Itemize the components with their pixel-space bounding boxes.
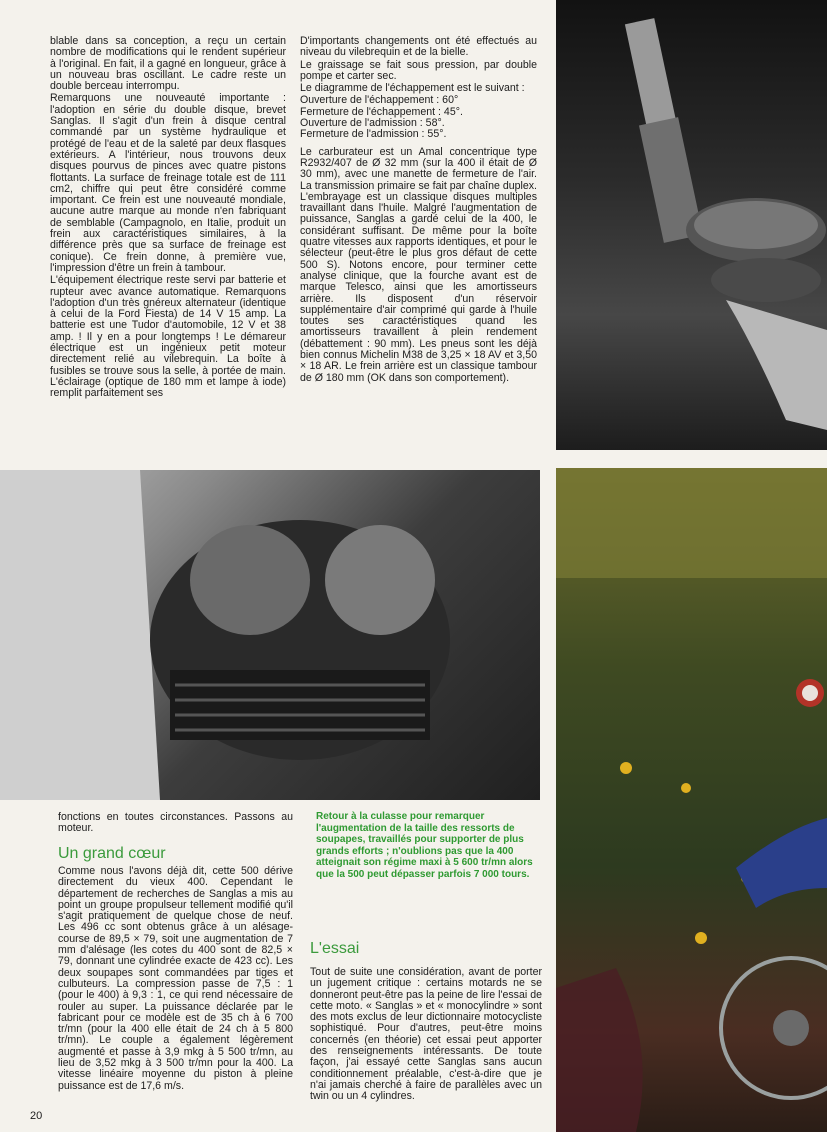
paragraph: Comme nous l'avons déjà dit, cette 500 dérive directement du vieux 400. Cependant le département de recherches de Sanglas a mis au point un groupe propulseur tellement modifié qu'il s'agit pratiquement de quelque chose de neuf. Les 496 cc sont obtenus grâce à un alésage-course de 89,5 × 79, soit une augmentation de 7 mm d'alésage (les cotes du 400 sont de 82,5 × 79, donnant une cylindrée exacte de 423 cc). Les deux soupapes sont commandées par tiges et culbuteurs. La compression passe de 7,5 : 1 (pour le 400) à 9,3 : 1, ce qui rend nécessaire de rouler au super. La puissance déclarée par le fabricant pour ce modèle est de 35 ch à 6 700 tr/mn (pour la 400 elle était de 24 ch à 5 800 tr/mn). Le couple a également légèrement augmenté et passe à 3,9 mkg à 5 500 tr/mn, au lieu de 3,52 mkg à 3 500 tr/mn pour la 400. La vitesse linéaire moyenne du piston à pleine puissance est de 17,6 m/s.	[58, 865, 293, 1092]
section-heading-un-grand-coeur: Un grand cœur	[58, 845, 166, 862]
article-column-2	[300, 36, 537, 385]
paragraph: Tout de suite une considération, avant de porter un jugement critique : certains motards ne se donneront peut-être pas la peine de lire l'essai de cette moto. « Sanglas » et « monocylindre » sont des mots exclus de leur dictionnaire motocycliste sophistiqué. Pour d'autres, peut-être moins concernés (en théorie) cet essai peut apporter des renseignements intéressants. De toute façon, j'ai essayé cette Sanglas sans aucun conditionnement préalable, c'est-à-dire que je n'ai jamais cherché à faire de parallèles avec un twin ou un 4 cylindres.	[310, 966, 542, 1103]
diagram-line: Ouverture de l'admission : 58°.	[300, 117, 445, 130]
article-column-4	[310, 967, 542, 1104]
article-column-3	[58, 812, 293, 836]
paragraph: blable dans sa conception, a reçu un certain nombre de modifications qui le rendent supérieur à l'original. En fait, il a gagné en longueur, grâce à un nouveau bras oscillant. Le cadre reste un double berceau interrompu.	[50, 35, 286, 93]
photo-cylinder-head	[0, 470, 540, 800]
article-column-3-body	[58, 866, 293, 1093]
paragraph: L'équipement électrique reste servi par batterie et rupteur avec avance automatique. Remarquons l'adoption d'un très gnéreux alternateur (identique à celui de la Ford Fiesta) de 14 V 15 amp. La batterie est une Tudor d'automobile, 12 V et 38 amp. ! Il y en a pour longtemps ! Le démareur électrique est un ingénieux petit moteur directement relié au vilebrequin. La boîte à fusibles se trouve sous la selle, à portée de main. L'éclairage (optique de 180 mm et lampe à iode) remplit parfaitement ses	[50, 274, 286, 400]
paragraph: Le graissage se fait sous pression, par double pompe et carter sec.	[300, 58, 537, 82]
paragraph: Le carburateur est un Amal concentrique type R2932/407 de Ø 32 mm (sur la 400 il était de Ø 30 mm), avec une manette de fermeture de l'air. La transmission primaire se fait par chaîne duplex. L'embrayage est un classique disques multiples travaillant dans l'huile. Malgré l'augmentation de puissance, Sanglas a gardé celui de la 400, le considérant suffisant. De même pour la boîte quatre vitesses aux rapports identiques, et pour le sélecteur (peut-être le plus gros défaut de cette 500 S). Notons encore, pour terminer cette analyse clinique, que la fourche avant est de marque Telesco, ainsi que les amortisseurs arrière. Ils disposent d'un réservoir supplémentaire d'air comprimé qui garde à l'huile toutes ses caractéristiques quand les amortisseurs travaillent à plein rendement (débattement : 90 mm). Les pneus sont les déjà bien connus Michelin M38 de 3,25 × 18 AV et 3,50 × 18 AR. Le frein arrière est un classique tambour de Ø 180 mm (OK dans son comportement).	[300, 145, 537, 384]
photo-motorcycle	[556, 468, 827, 1132]
photo-gear-shaft	[556, 0, 827, 450]
cylinder-head-illustration	[0, 470, 540, 800]
paragraph: D'importants changements ont été effectués au niveau du vilebrequin et de la bielle.	[300, 35, 537, 59]
article-column-1	[50, 36, 286, 401]
diagram-line: Fermeture de l'admission : 55°.	[300, 128, 447, 141]
photo-caption: Retour à la culasse pour remarquer l'augmentation de la taille des ressorts de soupapes, travaillés pour supporter de plus grands efforts ; n'oublions pas que la 400 atteignait son régime maxi à 5 600 tr/mn alors que la 500 peut dépasser parfois 7 000 tours.	[316, 811, 533, 880]
diagram-line: Ouverture de l'échappement : 60°	[300, 94, 459, 107]
gear-shaft-illustration	[556, 0, 827, 450]
page-number: 20	[30, 1110, 43, 1122]
paragraph: fonctions en toutes circonstances. Passons au moteur.	[58, 811, 293, 835]
motorcycle-illustration	[556, 468, 827, 1132]
diagram-line: Fermeture de l'échappement : 45°.	[300, 105, 463, 118]
paragraph: Remarquons une nouveauté importante : l'adoption en série du double disque, brevet Sanglas. Il s'agit d'un frein à disque central commandé par un système hydraulique et protégé de l'eau et de la saleté par deux flasques extérieurs. A l'intérieur, nous trouvons deux disques pourvus de pinces avec quatre pistons flottants. La surface de freinage totale est de 111 cm2, chiffre qui peut être considéré comme important. Ce frein est une nouveauté mondiale, aucune autre marque au monde n'en fabriquant de semblable (Campagnolo, en Italie, produit un frein aux caractéristiques similaires, à la différence près que sa surface de freinage est conique). Ce frein donne, à première vue, l'impression d'être un frein à tambour.	[50, 92, 286, 274]
paragraph: Le diagramme de l'échappement est le suivant :	[300, 82, 525, 95]
section-heading-essai: L'essai	[310, 940, 360, 957]
